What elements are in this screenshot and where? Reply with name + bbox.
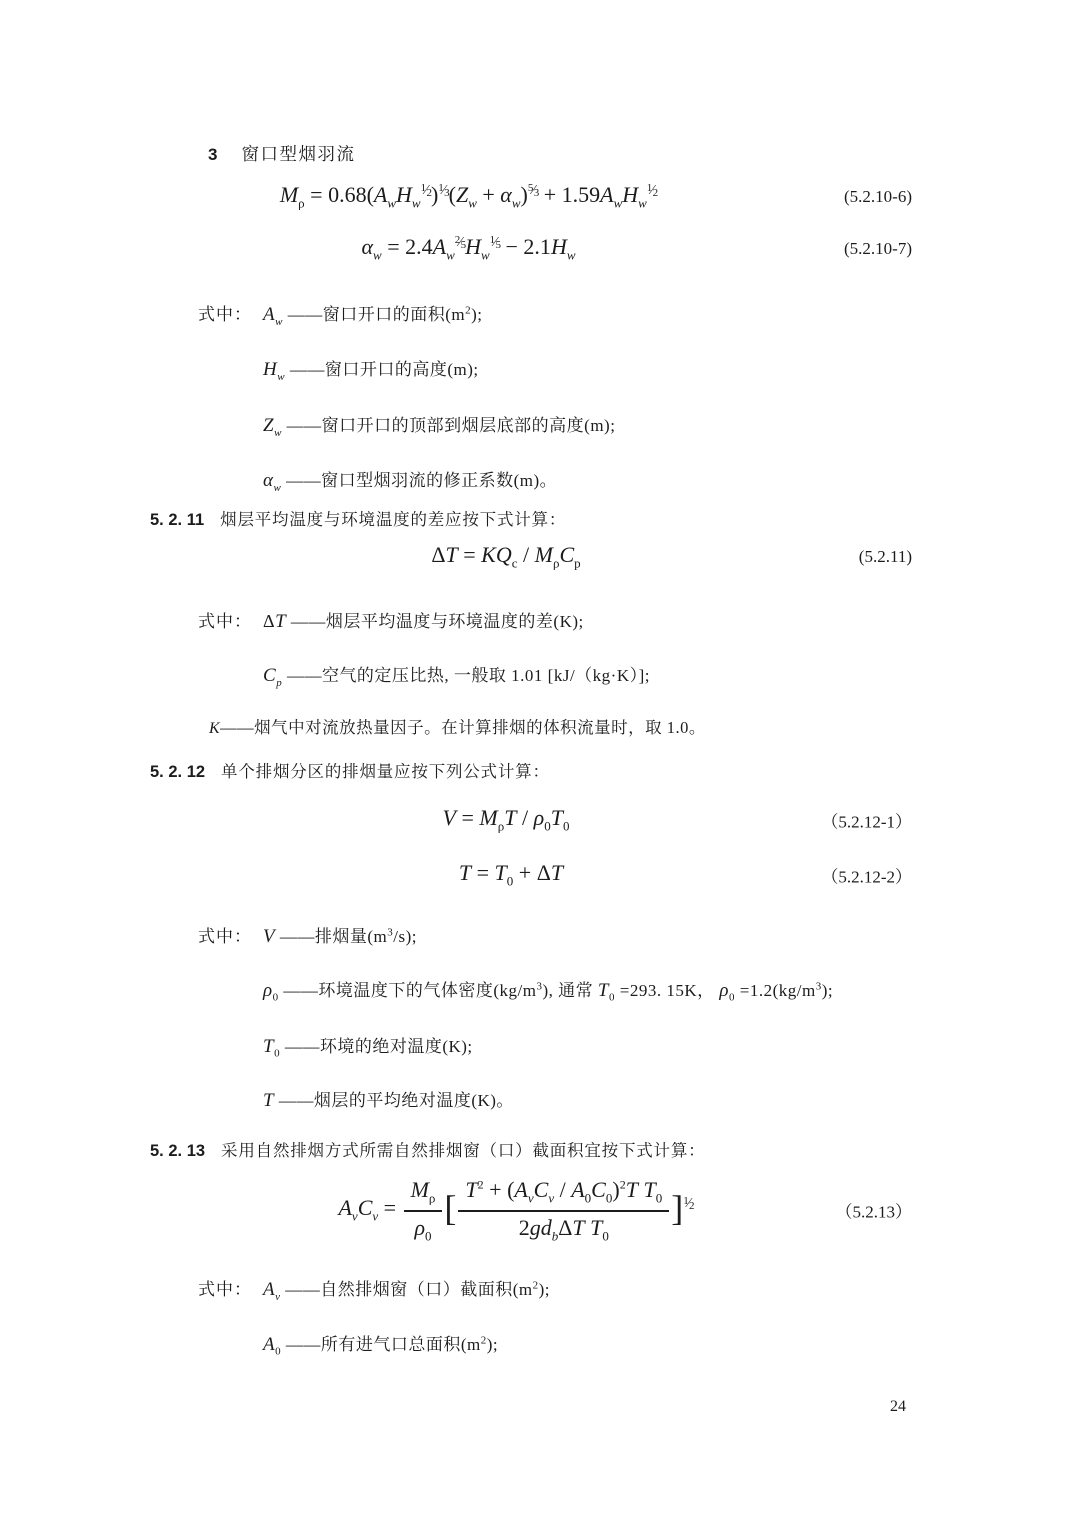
- page-number: 24: [890, 1398, 906, 1415]
- equation-row-5-2-13: [165, 1175, 912, 1245]
- definition-row-a0: [263, 1330, 498, 1357]
- section-5-2-12-title: 单个排烟分区的排烟量应按下列公式计算：: [221, 762, 550, 781]
- section-5-2-11-title: 烟层平均温度与环境温度的差应按下式计算：: [220, 510, 567, 529]
- item-3-heading: [208, 141, 355, 166]
- definition-text: T ——烟层的平均绝对温度(K)。: [263, 1090, 514, 1111]
- section-5-2-12-number: 5. 2. 12: [150, 763, 206, 781]
- equation-label-5-2-10-6: (5.2.10-6): [844, 187, 912, 206]
- equation-row-5-2-12-2: [165, 854, 912, 896]
- section-5-2-13-number: 5. 2. 13: [150, 1142, 206, 1160]
- equation-5-2-13: $A_vC_v$ = $\frac{M_\rho}{\rho_0}$ [ $\frac{T^2 + (A_vC_v / A_0C_0)^2T T_0}{2gd_b\Delta T T_0}$ ]$^{^1⁄_2}$: [338, 1177, 694, 1243]
- definition-row-rho0: [263, 976, 833, 1003]
- item-3-title: 窗口型烟羽流: [241, 144, 356, 164]
- definition-row-deltat: [198, 607, 584, 633]
- definition-text: $T_0$ ——环境的绝对温度(K);: [263, 1036, 473, 1060]
- equation-label-5-2-13: （5.2.13）: [835, 1202, 912, 1222]
- equation-5-2-10-6: $M_\rho = 0.68(A_wH_w^{^1⁄_2})^{^1⁄_3}(Z_w + \alpha_w)^{^5⁄_3} + 1.59A_wH_w^{^1⁄_2}$: [279, 182, 658, 211]
- definition-row-hw: [263, 355, 479, 383]
- equation-5-2-10-7: $\alpha_w = 2.4A_w^{^2⁄_5}H_w^{^1⁄_5} - 2.1H_w$: [361, 234, 576, 263]
- section-5-2-11-number: 5. 2. 11: [150, 511, 205, 529]
- equation-label-5-2-11: (5.2.11): [858, 547, 912, 566]
- definition-text: $H_w$ ——窗口开口的高度(m);: [263, 359, 479, 383]
- equation-label-5-2-10-7: (5.2.10-7): [844, 239, 912, 258]
- equation-5-2-12-2: $T = T_0 + \Delta T$: [458, 860, 564, 889]
- definition-row-v: [198, 922, 417, 948]
- definition-text: $C_p$ ——空气的定压比热, 一般取 1.01 [kJ/（kg·K）];: [263, 665, 651, 689]
- equation-row-5-2-11: [165, 536, 912, 578]
- definition-row-zw: [263, 411, 615, 439]
- equation-5-2-11: $\Delta T = KQ_c / M_\rho C_p$: [431, 542, 581, 571]
- definition-text: K——烟气中对流放热量因子。在计算排烟的体积流量时，取 1.0。: [209, 718, 706, 737]
- definition-text: $Z_w$ ——窗口开口的顶部到烟层底部的高度(m);: [263, 415, 616, 439]
- definition-text: ΔT ——烟层平均温度与环境温度的差(K);: [263, 611, 584, 632]
- section-5-2-12-heading: [150, 758, 550, 782]
- section-5-2-13-title: 采用自然排烟方式所需自然排烟窗（口）截面积宜按下式计算：: [221, 1141, 706, 1160]
- where-label: 式中：: [198, 612, 252, 631]
- equation-row-5-2-10-6: [165, 174, 912, 220]
- equation-row-5-2-12-1: [165, 798, 912, 842]
- definition-row-t0: [263, 1032, 473, 1059]
- equation-label-5-2-12-2: （5.2.12-2）: [821, 867, 912, 887]
- definition-row-alphaw: [263, 466, 557, 494]
- equation-5-2-12-1: $V = M_\rho T / \rho_0T_0$: [442, 805, 570, 834]
- where-label: 式中：: [198, 927, 252, 946]
- definition-text: $A_w$ ——窗口开口的面积$(m^2)$;: [263, 304, 483, 328]
- definition-row-t: [263, 1086, 514, 1112]
- equation-row-5-2-10-7: [165, 226, 912, 272]
- where-label: 式中：: [198, 1280, 252, 1299]
- definition-text: $\alpha_w$ ——窗口型烟羽流的修正系数(m)。: [263, 470, 558, 494]
- where-label: 式中：: [198, 305, 252, 324]
- definition-text: V ——排烟量$(m^3/s)$;: [263, 926, 417, 947]
- section-5-2-13-heading: [150, 1137, 705, 1161]
- definition-row-av: [198, 1275, 550, 1303]
- definition-text: $A_0$ ——所有进气口总面积$(m^2)$;: [263, 1334, 499, 1358]
- definition-row-k: [209, 714, 706, 738]
- item-3-number: 3: [208, 145, 218, 164]
- section-5-2-11-heading: [150, 506, 566, 530]
- definition-row-cp: [263, 661, 650, 689]
- definition-row-aw: [198, 300, 482, 328]
- definition-text: $A_v$ ——自然排烟窗（口）截面积$(m^2)$;: [263, 1279, 551, 1303]
- equation-label-5-2-12-1: （5.2.12-1）: [821, 812, 912, 832]
- definition-text: $\rho_0$ ——环境温度下的气体密度$(kg/m^3)$, 通常 $T_0 =293$. 15K， $\rho_0 =1.2(kg/m^3)$;: [263, 980, 834, 1004]
